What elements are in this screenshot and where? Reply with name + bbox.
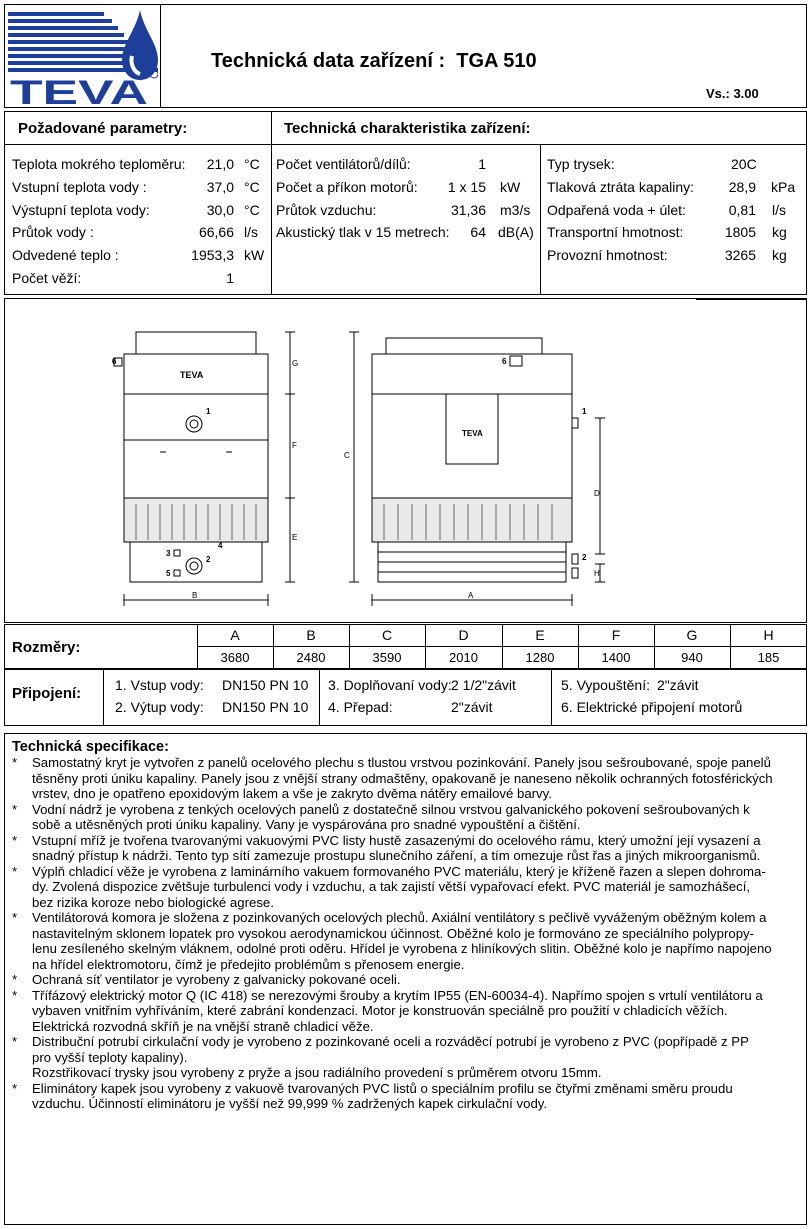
dim-letter-d: D	[594, 489, 600, 498]
param-value: 66,66	[198, 224, 234, 240]
marker-6-front: 6	[112, 357, 117, 366]
connection-item-value: 2 1/2"závit	[451, 677, 516, 693]
connection-item-value: DN150 PN 10	[222, 699, 309, 715]
version-label: Vs.: 3.00	[706, 86, 759, 101]
marker-4-front: 4	[218, 541, 223, 550]
marker-6-side: 6	[502, 357, 507, 366]
marker-5-front: 5	[166, 569, 171, 578]
spec-item	[10, 988, 807, 1035]
drawing-top-rule	[696, 298, 807, 300]
spec-item	[10, 755, 807, 802]
char-unit: m3/s	[500, 202, 531, 218]
page-title: Technická data zařízení : TGA 510	[211, 50, 537, 72]
connections-col-line	[103, 669, 104, 726]
dim-header: H	[763, 627, 774, 643]
char-label: Průtok vzduchu:	[276, 202, 377, 218]
spec-line: Rozstřikovací trysky jsou vyrobeny z pryže a jsou radiálního provedení s průměrem otvoru 15mm.	[32, 1065, 602, 1080]
connection-item-text: 4. Přepad:	[328, 699, 393, 715]
spec-line: pro vyšší teploty kapaliny).	[32, 1049, 188, 1065]
char-label: Počet a příkon motorů:	[276, 179, 418, 195]
char-value: 1805	[724, 224, 756, 240]
param-label: Výstupní teplota vody:	[12, 202, 150, 218]
char-label: Provozní hmotnost:	[547, 247, 668, 263]
connection-item-text: 5. Vypouštění:	[561, 677, 650, 693]
characteristics-heading: Technická charakteristika zařízení:	[284, 120, 531, 137]
char-unit: dB(A)	[498, 224, 534, 240]
spec-item	[10, 1065, 807, 1081]
logo-text: TEVA	[10, 74, 148, 106]
char-label: Typ trysek:	[547, 156, 615, 172]
spec-item	[10, 1034, 807, 1065]
marker-1-front: 1	[206, 407, 211, 416]
connection-item-text: 6. Elektrické připojení motorů	[561, 699, 743, 715]
connection-item-text: 2. Výtup vody:	[115, 699, 204, 715]
dim-letter-e: E	[292, 533, 298, 542]
company-logo	[8, 8, 158, 106]
bullet-star-icon: *	[12, 755, 18, 770]
char-label: Počet ventilátorů/dílů:	[276, 156, 411, 172]
marker-2-front: 2	[206, 555, 211, 564]
connection-item-value: DN150 PN 10	[222, 677, 309, 693]
bullet-star-icon: *	[12, 1034, 18, 1049]
spec-item	[10, 1081, 807, 1112]
connection-item-value: 2"závit	[657, 677, 699, 693]
char-unit: kg	[772, 224, 787, 240]
drawing-logo-side: TEVA	[462, 429, 483, 438]
connections-label: Připojení:	[12, 685, 82, 702]
dim-letter-f: F	[292, 441, 297, 450]
char-label: Tlaková ztráta kapaliny:	[547, 179, 695, 195]
dim-header: F	[611, 627, 621, 643]
dim-value: 3680	[220, 650, 250, 665]
spec-line: vrstev, dno je opatřeno epoxidovým lakem a vše je zakryto dvěma nátěry emailové barvy.	[32, 786, 552, 801]
spec-line: Eliminátory kapek jsou vyrobeny z vakuově tvarovaných PVC listů o speciálním profilu se čtyřmi změnami směru proudu	[32, 1080, 733, 1096]
dimensions-label: Rozměry:	[12, 639, 81, 656]
spec-item	[10, 833, 807, 864]
char-unit: kPa	[771, 179, 796, 195]
spec-body	[10, 755, 807, 1112]
bullet-star-icon: *	[12, 987, 18, 1003]
char-label: Odpařená voda + úlet:	[547, 202, 686, 218]
spec-line: Samostatný kryt je vytvořen z panelů ocelového plechu s tlustou vrstvou pozinkování. Panely jsou sešroubované, spoje panelů	[32, 755, 771, 770]
spec-item	[10, 910, 807, 972]
params-col-divider-1	[271, 111, 272, 295]
char-value: 3265	[724, 247, 756, 263]
param-label: Průtok vody :	[12, 224, 94, 240]
drawing-logo-front: TEVA	[180, 370, 204, 380]
param-unit: °C	[244, 179, 260, 195]
param-unit: °C	[244, 202, 260, 218]
char-value: 1	[478, 156, 486, 172]
dim-header: A	[230, 627, 240, 643]
bullet-star-icon: *	[12, 801, 18, 817]
params-header-divider	[4, 144, 807, 145]
param-label: Odvedené teplo :	[12, 247, 119, 263]
char-unit: l/s	[772, 202, 786, 218]
spec-line: na hřídel elektromotoru, čímž je předejito problémům s přenosem energie.	[32, 956, 465, 972]
spec-line: vybaven vnitřním vyhříváním, které zabrání kondenzaci. Motor je konstruován speciálně pro použití v chladicích věžích.	[32, 1003, 728, 1018]
param-label: Vstupní teplota vody :	[12, 179, 147, 195]
spec-line: těsněny proti úniku kapaliny. Panely jsou z vnější strany odmaštěny, opakovaně je naneseno několik ochranných fotosférických	[32, 770, 773, 786]
spec-title: Technická specifikace:	[12, 739, 169, 755]
spec-line: lenu zesíleného skelným vláknem, odolné proti oděru. Hřídel je vyrobena z hliníkových slitin. Oběžné kolo je napřímo napojeno	[32, 941, 772, 956]
dim-header: C	[381, 627, 393, 643]
char-value: 20C	[731, 156, 757, 172]
spec-line: Vstupní mříž je tvořena tvarovanými vakuovými PVC listy hustě zasazenými do ocelového rámu, který umožní její vysazení a	[32, 832, 761, 848]
bullet-star-icon: *	[12, 1080, 18, 1096]
param-unit: l/s	[244, 224, 258, 240]
dim-header: E	[535, 627, 545, 643]
param-unit: kW	[244, 247, 265, 263]
char-label: Transportní hmotnost:	[547, 224, 684, 240]
spec-line: Vodní nádrž je vyrobena z tenkých ocelových panelů z dostatečně silnou vrstvou galvanického pokovení sešroubovaných k	[32, 801, 750, 817]
char-value: 1 x 15	[447, 179, 486, 195]
spec-line: sobě a utěsněných proti úniku kapaliny. Vany je vyspárována pro snadné vypouštění a čištění.	[32, 817, 581, 832]
spec-line: Distribuční potrubí cirkulační vody je vyrobeno z pozinkované oceli a rozváděcí potrubí je vyrobeno z PVC (popřípadě z PP	[32, 1034, 749, 1049]
dim-letter-g: G	[292, 359, 299, 368]
spec-line: dy. Zvolená dispozice zvětšuje turbulenci vody i vzduchu, a tak zajistí větší vypařovací efekt. PVC materiál je samozhášecí,	[32, 879, 751, 894]
spec-line: snadný přístup k nádrži. Tento typ sítí zamezuje prostupu slunečního záření, a tím omezuje růst řas a jiných mikroorganismů.	[32, 848, 761, 863]
param-unit: °C	[244, 156, 260, 172]
marker-2-side: 2	[582, 553, 587, 562]
char-value: 64	[470, 224, 486, 240]
params-col-divider-2	[540, 145, 541, 295]
bullet-star-icon: *	[12, 832, 18, 848]
dim-value: 2480	[296, 650, 326, 665]
required-heading: Požadované parametry:	[18, 120, 188, 137]
param-value: 1	[226, 270, 234, 286]
dim-value: 185	[757, 650, 780, 665]
spec-line: Třífázový elektrický motor Q (IC 418) se nerezovými šrouby a krytím IP55 (EN-60034-4). Napřímo spojen s vrtulí ventilátoru a	[32, 987, 763, 1003]
bullet-star-icon: *	[12, 972, 18, 987]
dim-value: 940	[681, 650, 703, 665]
spec-line: Výplň chladicí věže je vyrobena z laminárního vakuem formovaného PVC materiálu, který je kříženě řazen a slepen dohroma-	[32, 863, 766, 879]
spec-item	[10, 802, 807, 833]
dim-letter-h: H	[594, 569, 600, 578]
param-value: 37,0	[206, 179, 234, 195]
param-value: 30,0	[206, 202, 234, 218]
dim-value: 1400	[601, 650, 631, 665]
dim-header: B	[306, 627, 316, 643]
header-divider	[160, 4, 161, 108]
spec-line: Ventilátorová komora je složena z pozinkovaných ocelových plechů. Axiální ventilátory s pečlivě vyváženým oběžným kolem a	[32, 910, 767, 925]
dim-value: 2010	[449, 650, 478, 665]
dim-letter-a: A	[468, 591, 474, 600]
dim-letter-c: C	[344, 451, 350, 460]
connection-item-text: 1. Vstup vody:	[115, 677, 204, 693]
spec-line: bez rizika koroze nebo biologické agrese.	[32, 894, 274, 910]
param-value: 21,0	[206, 156, 234, 172]
char-value: 31,36	[450, 202, 486, 218]
char-unit: kW	[500, 179, 521, 195]
dim-header: G	[686, 627, 698, 643]
spec-line: nastavitelným sklonem lopatek pro vysokou aerodynamickou účinnost. Oběžné kolo je formováno ze speciálního polypropy-	[32, 925, 755, 941]
marker-1-side: 1	[582, 407, 587, 416]
bullet-star-icon: *	[12, 910, 18, 925]
char-value: 28,9	[728, 179, 756, 195]
char-value: 0,81	[728, 202, 756, 218]
spec-item	[10, 972, 807, 988]
dim-letter-b: B	[192, 591, 198, 600]
param-label: Teplota mokrého teploměru:	[12, 156, 186, 172]
spec-line: Elektrická rozvodná skříň je na vnější straně chladicí věže.	[32, 1018, 374, 1034]
cooling-tower-drawing	[100, 318, 620, 608]
marker-3-front: 3	[166, 549, 171, 558]
connection-item-value: 2"závit	[451, 699, 493, 715]
param-value: 1953,3	[191, 247, 234, 263]
bullet-star-icon: *	[12, 863, 18, 879]
char-unit: kg	[772, 247, 787, 263]
connections-col-line	[551, 669, 552, 726]
param-label: Počet věží:	[12, 270, 82, 286]
dim-header: D	[458, 627, 469, 643]
spec-line: vzduchu. Účinností eliminátoru je vyšší než 99,999 % zadržených kapek cirkulační vody.	[32, 1096, 548, 1111]
dim-value: 3590	[372, 650, 402, 665]
spec-line: Ochraná síť ventilator je vyrobeny z galvanicky pokované oceli.	[32, 972, 401, 987]
spec-item	[10, 864, 807, 911]
char-label: Akustický tlak v 15 metrech:	[276, 224, 450, 240]
connection-item-text: 3. Doplňovaní vody:	[328, 677, 452, 693]
dim-value: 1280	[525, 650, 555, 665]
connections-col-line	[319, 669, 320, 726]
